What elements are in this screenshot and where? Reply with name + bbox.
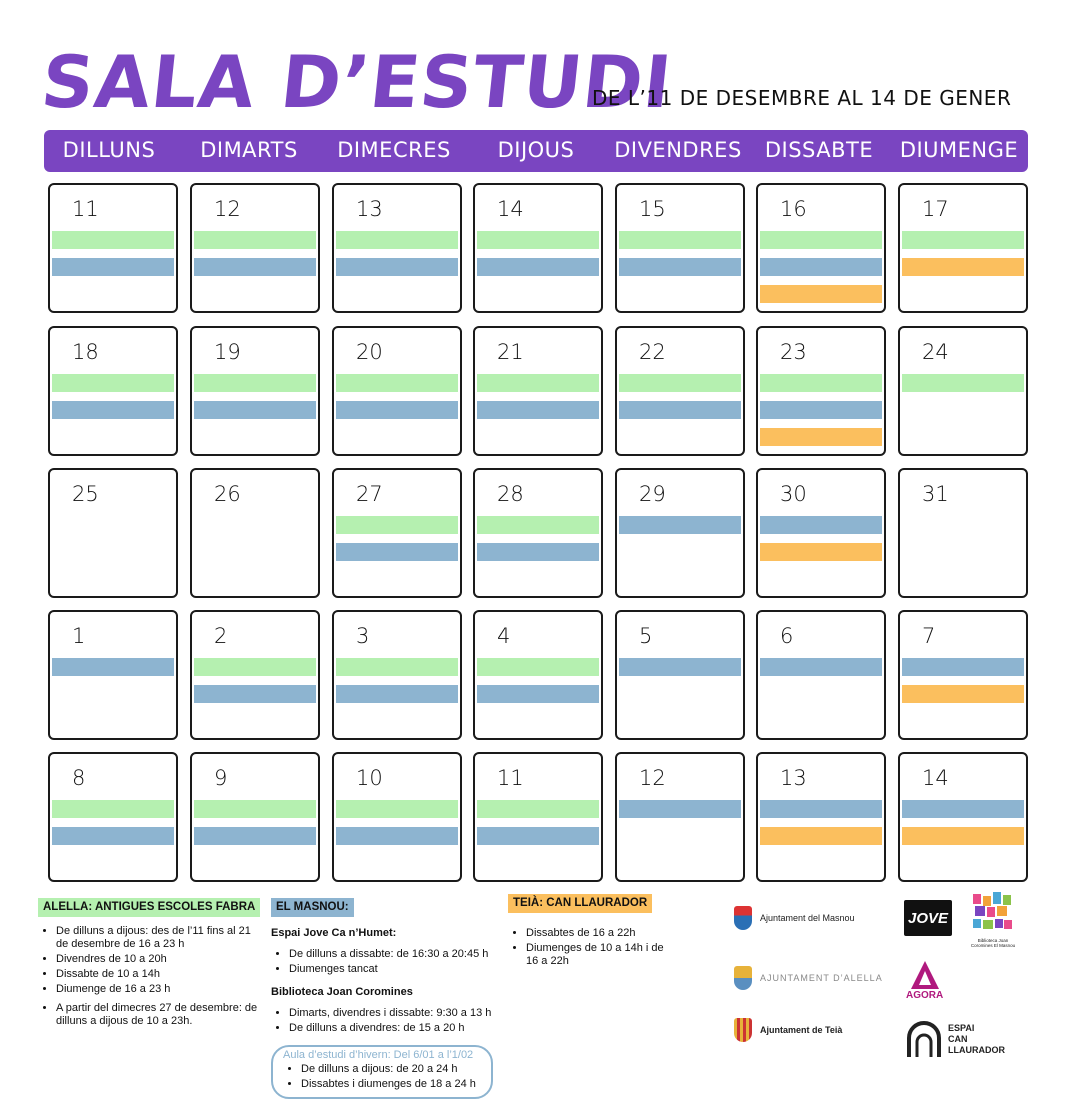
weekday-thursday: DIJOUS xyxy=(497,138,575,162)
logo-biblio xyxy=(968,892,1018,948)
calendar-day-cell xyxy=(190,183,320,313)
legend-biblio-title: Biblioteca Joan Coromines xyxy=(271,986,413,998)
teia-shield-icon xyxy=(734,1018,752,1042)
calendar-day-cell xyxy=(756,468,886,598)
schedule-bar-green xyxy=(902,231,1024,249)
day-number: 6 xyxy=(780,624,794,648)
schedule-bar-blue xyxy=(619,401,741,419)
legend-alella-list xyxy=(38,925,266,1028)
day-number: 1 xyxy=(72,624,86,648)
calendar-day-cell xyxy=(48,610,178,740)
schedule-bar-green xyxy=(477,658,599,676)
calendar-day-cell xyxy=(190,468,320,598)
day-number: 28 xyxy=(497,482,524,506)
list-item: • Diumenges de 10 a 14h i de 16 a 22h xyxy=(526,942,668,968)
day-number: 14 xyxy=(922,766,949,790)
logo-masnou xyxy=(734,906,855,930)
schedule-bar-orange xyxy=(902,827,1024,845)
legend-masnou-head: EL MASNOU: xyxy=(271,898,354,917)
weekday-sunday: DIUMENGE xyxy=(899,138,1019,162)
list-item: • Diumenge de 16 a 23 h xyxy=(56,983,266,996)
calendar-day-cell xyxy=(898,468,1028,598)
schedule-bar-blue xyxy=(760,401,882,419)
day-number: 13 xyxy=(780,766,807,790)
schedule-bar-orange xyxy=(902,685,1024,703)
logo-agora-text: AGORA xyxy=(906,990,944,1001)
calendar-day-cell xyxy=(190,752,320,882)
schedule-bar-blue xyxy=(336,685,458,703)
logo-espai-line: LLAURADOR xyxy=(948,1044,1005,1055)
calendar-day-cell xyxy=(332,610,462,740)
day-number: 23 xyxy=(780,340,807,364)
weekday-header xyxy=(44,130,1028,172)
legend-alella-head: ALELLA: ANTIGUES ESCOLES FABRA xyxy=(38,898,260,917)
legend-teia-list xyxy=(508,927,668,968)
list-item: • Divendres de 10 a 20h xyxy=(56,953,266,966)
logo-biblio-text: Biblioteca Joan Coromines El Masnou xyxy=(970,938,1016,948)
page-title: SALA D’ESTUDI xyxy=(37,40,676,124)
schedule-bar-green xyxy=(477,800,599,818)
schedule-bar-green xyxy=(52,374,174,392)
calendar-day-cell xyxy=(898,183,1028,313)
day-number: 26 xyxy=(214,482,241,506)
logo-masnou-text: Ajuntament del Masnou xyxy=(760,913,855,923)
list-item: • Dissabtes i diumenges de 18 a 24 h xyxy=(301,1078,483,1091)
schedule-bar-green xyxy=(194,231,316,249)
schedule-bar-green xyxy=(477,516,599,534)
schedule-bar-green xyxy=(194,658,316,676)
day-number: 8 xyxy=(72,766,86,790)
calendar-day-cell xyxy=(473,326,603,456)
calendar-day-cell xyxy=(48,752,178,882)
list-item: • Dissabte de 10 a 14h xyxy=(56,968,266,981)
day-number: 17 xyxy=(922,197,949,221)
calendar-day-cell xyxy=(756,183,886,313)
schedule-bar-orange xyxy=(760,827,882,845)
schedule-bar-blue xyxy=(477,543,599,561)
schedule-bar-green xyxy=(336,516,458,534)
schedule-bar-green xyxy=(336,658,458,676)
list-item: • Dimarts, divendres i dissabte: 9:30 a 13 h xyxy=(289,1007,511,1020)
agora-triangle-icon xyxy=(910,960,940,990)
legend-biblio-list xyxy=(271,1007,511,1035)
calendar-day-cell xyxy=(332,183,462,313)
schedule-bar-green xyxy=(336,374,458,392)
schedule-bar-green xyxy=(619,374,741,392)
schedule-bar-green xyxy=(336,800,458,818)
calendar-day-cell xyxy=(473,468,603,598)
schedule-bar-green xyxy=(194,374,316,392)
logo-jove: JOVE xyxy=(904,900,952,936)
list-item: • De dilluns a dissabte: de 16:30 a 20:45 h xyxy=(289,948,511,961)
calendar-day-cell xyxy=(756,326,886,456)
day-number: 21 xyxy=(497,340,524,364)
date-range: DE L’11 DE DESEMBRE AL 14 DE GENER xyxy=(592,86,1012,110)
legend-masnou xyxy=(271,898,511,1099)
day-number: 5 xyxy=(639,624,653,648)
schedule-bar-blue xyxy=(477,685,599,703)
logo-espai-can-llaurador xyxy=(906,1020,1005,1058)
weekday-monday: DILLUNS xyxy=(62,138,156,162)
day-number: 12 xyxy=(214,197,241,221)
schedule-bar-blue xyxy=(52,401,174,419)
weekday-saturday: DISSABTE xyxy=(764,138,874,162)
day-number: 11 xyxy=(72,197,99,221)
weekday-tuesday: DIMARTS xyxy=(200,138,298,162)
day-number: 20 xyxy=(356,340,383,364)
logo-alella xyxy=(734,966,883,990)
list-item: • De dilluns a dijous: de 20 a 24 h xyxy=(301,1063,483,1076)
day-number: 3 xyxy=(356,624,370,648)
schedule-bar-green xyxy=(336,231,458,249)
day-number: 16 xyxy=(780,197,807,221)
alella-shield-icon xyxy=(734,966,752,990)
schedule-bar-blue xyxy=(902,800,1024,818)
calendar-day-cell xyxy=(332,326,462,456)
day-number: 4 xyxy=(497,624,511,648)
schedule-bar-blue xyxy=(477,401,599,419)
logo-teia-text: Ajuntament de Teià xyxy=(760,1025,843,1035)
day-number: 24 xyxy=(922,340,949,364)
arch-icon xyxy=(906,1020,942,1058)
weekday-friday: DIVENDRES xyxy=(614,138,742,162)
schedule-bar-blue xyxy=(52,658,174,676)
schedule-bar-blue xyxy=(760,258,882,276)
calendar-day-cell xyxy=(332,468,462,598)
calendar-day-cell xyxy=(756,752,886,882)
schedule-bar-blue xyxy=(619,516,741,534)
calendar-day-cell xyxy=(48,326,178,456)
calendar-day-cell xyxy=(48,468,178,598)
day-number: 9 xyxy=(214,766,228,790)
calendar-day-cell xyxy=(898,752,1028,882)
calendar-day-cell xyxy=(615,610,745,740)
schedule-bar-blue xyxy=(52,827,174,845)
schedule-bar-blue xyxy=(760,658,882,676)
logo-espai-line: ESPAI xyxy=(948,1022,975,1033)
legend-espai-title: Espai Jove Ca n’Humet: xyxy=(271,927,397,939)
calendar-day-cell xyxy=(615,183,745,313)
schedule-bar-blue xyxy=(194,685,316,703)
schedule-bar-green xyxy=(477,374,599,392)
schedule-bar-orange xyxy=(760,285,882,303)
logo-espai-text xyxy=(948,1023,1005,1056)
legend-espai-list xyxy=(271,948,511,976)
schedule-bar-blue xyxy=(336,543,458,561)
schedule-bar-green xyxy=(52,231,174,249)
schedule-bar-blue xyxy=(477,827,599,845)
schedule-bar-orange xyxy=(760,543,882,561)
schedule-bar-orange xyxy=(760,428,882,446)
schedule-bar-green xyxy=(760,231,882,249)
calendar-day-cell xyxy=(48,183,178,313)
calendar-day-cell xyxy=(332,752,462,882)
schedule-bar-green xyxy=(760,374,882,392)
day-number: 27 xyxy=(356,482,383,506)
calendar-day-cell xyxy=(473,610,603,740)
weekday-wednesday: DIMECRES xyxy=(337,138,451,162)
legend-teia-head: TEIÀ: CAN LLAURADOR xyxy=(508,894,652,913)
calendar-day-cell xyxy=(473,752,603,882)
schedule-bar-blue xyxy=(477,258,599,276)
masnou-shield-icon xyxy=(734,906,752,930)
logo-espai-line: CAN xyxy=(948,1033,968,1044)
day-number: 2 xyxy=(214,624,228,648)
logo-teia xyxy=(734,1018,842,1042)
list-item: • De dilluns a divendres: de 15 a 20 h xyxy=(289,1022,511,1035)
day-number: 14 xyxy=(497,197,524,221)
calendar-day-cell xyxy=(756,610,886,740)
biblio-letters-icon xyxy=(971,892,1015,938)
schedule-bar-blue xyxy=(619,658,741,676)
schedule-bar-blue xyxy=(902,658,1024,676)
calendar-day-cell xyxy=(615,752,745,882)
list-item: • A partir del dimecres 27 de desembre: de dilluns a dijous de 10 a 23h. xyxy=(56,1002,266,1028)
day-number: 15 xyxy=(639,197,666,221)
schedule-bar-blue xyxy=(194,827,316,845)
schedule-bar-green xyxy=(477,231,599,249)
day-number: 19 xyxy=(214,340,241,364)
calendar-day-cell xyxy=(615,468,745,598)
calendar-day-cell xyxy=(473,183,603,313)
schedule-bar-blue xyxy=(760,800,882,818)
list-item: • De dilluns a dijous: des de l’11 fins al 21 de desembre de 16 a 23 h xyxy=(56,925,266,951)
day-number: 18 xyxy=(72,340,99,364)
schedule-bar-blue xyxy=(760,516,882,534)
legend-alella xyxy=(38,898,266,1030)
calendar-day-cell xyxy=(898,326,1028,456)
day-number: 25 xyxy=(72,482,99,506)
schedule-bar-green xyxy=(619,231,741,249)
day-number: 10 xyxy=(356,766,383,790)
day-number: 7 xyxy=(922,624,936,648)
calendar-day-cell xyxy=(190,610,320,740)
legend-aula-title: Aula d’estudi d’hivern: Del 6/01 a l’1/02 xyxy=(283,1049,474,1061)
day-number: 22 xyxy=(639,340,666,364)
day-number: 29 xyxy=(639,482,666,506)
legend-aula-list xyxy=(283,1063,483,1091)
schedule-bar-blue xyxy=(336,401,458,419)
schedule-bar-green xyxy=(902,374,1024,392)
logo-agora xyxy=(906,960,943,1001)
legend-aula-box xyxy=(271,1045,493,1099)
legend-teia xyxy=(508,894,668,970)
schedule-bar-orange xyxy=(902,258,1024,276)
day-number: 11 xyxy=(497,766,524,790)
schedule-bar-blue xyxy=(336,258,458,276)
schedule-bar-green xyxy=(194,800,316,818)
calendar-day-cell xyxy=(190,326,320,456)
calendar-day-cell xyxy=(615,326,745,456)
list-item: • Diumenges tancat xyxy=(289,963,511,976)
day-number: 31 xyxy=(922,482,949,506)
logo-alella-text: AJUNTAMENT D’ALELLA xyxy=(760,973,883,983)
schedule-bar-blue xyxy=(619,800,741,818)
calendar-day-cell xyxy=(898,610,1028,740)
schedule-bar-blue xyxy=(194,401,316,419)
day-number: 30 xyxy=(780,482,807,506)
schedule-bar-blue xyxy=(52,258,174,276)
day-number: 12 xyxy=(639,766,666,790)
schedule-bar-blue xyxy=(336,827,458,845)
schedule-bar-blue xyxy=(194,258,316,276)
day-number: 13 xyxy=(356,197,383,221)
list-item: • Dissabtes de 16 a 22h xyxy=(526,927,668,940)
schedule-bar-blue xyxy=(619,258,741,276)
schedule-bar-green xyxy=(52,800,174,818)
